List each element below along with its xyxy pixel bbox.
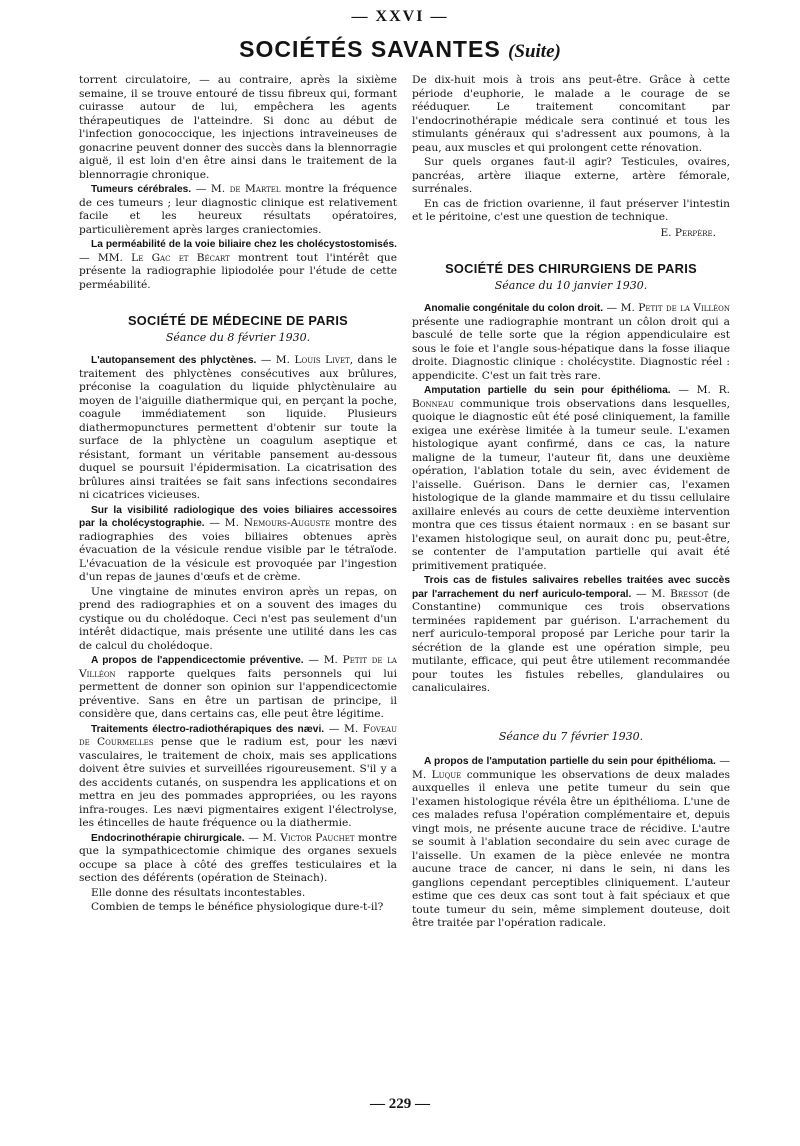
article-text: (de Constantine) communique ces trois observations terminées rapidement par guérison. L'arrachement du nerf auriculo-temporal proposé par Leriche pour tarir la sécrétion de la glande est une opération simple, peu mutilante, efficace, qui peut être utilement recommandée pour toutes les fistules rebelles, glandulaires ou canaliculaires. bbox=[412, 587, 731, 694]
page-number: — 229 — bbox=[370, 1096, 430, 1112]
article-author: MM. Le Gac et Bécart bbox=[97, 251, 230, 264]
session-date: Séance du 7 février 1930. bbox=[498, 729, 644, 743]
article-text: pense que le radium est, pour les nævi vasculaires, le traitement de choix, mais ses applications doivent être suivies et surveillées rigoureusement. S'il y a des accidents cutanés, on suspendra les applications et on mettra en jeu des pommades appropriées, ou les rayons infra-rouges. Les nævi pigmentaires exigent l'électrolyse, les étincelles de haute fréquence ou la diathermie. bbox=[79, 736, 397, 829]
article-title: Anomalie congénitale du colon droit. bbox=[424, 303, 604, 314]
article: Amputation partielle du sein pour épithélioma. — M. R. Bonneau communique trois observations dans lesquelles, quoique le diagnostic eût été posé cliniquement, la famille exigea une exérèse limitée à la tumeur seule. L'examen histologique ayant confirmé, dans ce cas, la nature maligne de la tumeur, l'auteur fit, dans une deuxième opération, l'ablation totale du sein, avec évidement de l'aisselle. Guérison. Dans le dernier cas, l'examen histologique de la glande mammaire et du tissu cellulaire axillaire enlevés au cours de cette deuxième intervention montra que ces tissus étaient normaux : en se basant sur l'examen histologique seul, on aurait donc pu, peut-être, se contenter de l'amputation partielle qui avait été primitivement pratiquée. bbox=[412, 384, 730, 572]
article-title: A propos de l'amputation partielle du sein pour épithélioma. bbox=[424, 756, 716, 767]
paragraph: De dix-huit mois à trois ans peut-être. Grâce à cette période d'euphorie, le malade a le courage de se rééduquer. Le traitement concomitant par l'endocrinothérapie médicale sera continué et tous les stimulants généraux qui s'adressent aux poumons, à la peau, aux muscles et qui prolongent cette rénovation. bbox=[412, 74, 730, 154]
article-author: M. Louis Livet, bbox=[275, 354, 354, 366]
article: Trois cas de fistules salivaires rebelles traitées avec succès par l'arrachement du nerf auriculo-temporal. — M. Bressot (de Constantine) communique ces trois observations terminées rapidement par guérison. L'arrachement du nerf auriculo-temporal proposé par Leriche pour tarir la sécrétion de la glande est une opération simple, peu mutilante, efficace, qui peut être utilement recommandée pour toutes les fistules rebelles, glandulaires ou canaliculaires. bbox=[412, 575, 731, 694]
paragraph: Sur quels organes faut-il agir? Testicules, ovaires, pancréas, artère iliaque externe, artère fémorale, surrénales. bbox=[412, 156, 730, 195]
article: Endocrinothérapie chirurgicale. — M. Victor Pauchet montre que la sympathicectomie chimique des organes sexuels occupe sa place à côté des greffes testiculaires et la section des déférents (opération de Steinach). bbox=[79, 831, 397, 884]
article-text: présente une radiographie montrant un côlon droit qui a basculé de telle sorte que la région appendiculaire est sous le foie et l'angle sous-hépatique dans la fosse iliaque droite. Diagnostic clinique : cholécystite. Diagnostic réel : appendicite. C'est un fait très rare. bbox=[412, 315, 730, 382]
section-heading: SOCIÉTÉ DES CHIRURGIENS DE PARIS bbox=[445, 261, 697, 276]
article: A propos de l'amputation partielle du sein pour épithélioma. — M. Luque communique les observations de deux malades auxquelles il enleva une petite tumeur du sein que l'examen histologique révéla être un épithélioma. L'une de ces malades refusa l'opération complémentaire et, depuis vingt mois, ne présente aucune trace de récidive. L'autre se soumit à l'ablation secondaire du sein avec curage de l'aisselle. Un examen de la pièce enlevée ne montra aucune trace de cancer, ni dans le sein, ni dans les ganglions cependant perceptibles cliniquement. L'auteur estime que ces deux cas sont tout à fait spéciaux et que toute tumeur du sein, même simplement douteuse, doit être traitée par l'opération radicale. bbox=[412, 755, 730, 929]
article-author: M. de Martel bbox=[210, 183, 281, 195]
article-title: Tumeurs cérébrales. bbox=[91, 184, 192, 195]
article-text: rapporte quelques faits personnels qui lui permettent de donner son opinion sur l'appendicectomie préventive. Sans en être un partisan de principe, il considère que, dans certains cas, elle peut être légitime. bbox=[79, 667, 397, 720]
section-heading: SOCIÉTÉ DE MÉDECINE DE PARIS bbox=[127, 313, 349, 328]
article-author: M. Foveau de Courmelles bbox=[79, 722, 397, 748]
article: Sur la visibilité radiologique des voies biliaires accessoires par la cholécystographie. — M. Nemours-Auguste montre des radiographies des voies biliaires obtenues après évacuation de la vésicule rendue visible par le tétraïode. L'évacuation de la vésicule est provoquée par l'ingestion d'un repas de jaunes d'œufs et de crème. bbox=[79, 504, 397, 583]
article: A propos de l'appendicectomie préventive. — M. Petit de la Villéon rapporte quelques faits personnels qui lui permettent de donner son opinion sur l'appendicectomie préventive. Sans en être un partisan de principe, il considère que, dans certains cas, elle peut être légitime. bbox=[79, 654, 397, 720]
article-title: Trois cas de fistules salivaires rebelles traitées avec succès par l'arrachement du nerf auriculo-temporal. bbox=[412, 575, 730, 600]
paragraph: torrent circulatoire, — au contraire, après la sixième semaine, il se trouve entouré de tissu fibreux qui, formant cuirasse autour de lui, empêchera les agents thérapeutiques de l'atteindre. Si donc au début de l'infection gonococcique, les injections intraveineuses de gonacrine peuvent donner des succès dans la blennorragie aiguë, il est loin d'en être ainsi dans le traitement de la blennorragie chronique. bbox=[79, 74, 397, 181]
article-text: montrent tout l'intérêt que présente la radiographie lipiodolée pour l'étude de cette perméabilité. bbox=[79, 251, 398, 291]
article-author: M. Bressot bbox=[651, 587, 709, 600]
page-title-suffix: (Suite) bbox=[508, 41, 561, 62]
page-title-text: SOCIÉTÉS SAVANTES bbox=[239, 36, 501, 62]
article: La perméabilité de la voie biliaire chez les cholécystostomisés. — MM. Le Gac et Bécart montrent tout l'intérêt que présente la radiographie lipiodolée pour l'étude de cette perméabilité. bbox=[79, 239, 398, 291]
article-author: M. Nemours-Auguste bbox=[224, 517, 331, 529]
article-author: M. R. Bonneau bbox=[412, 384, 730, 410]
article: L'autopansement des phlyctènes. — M. Louis Livet, dans le traitement des phlyctènes consécutives aux brûlures, préconise la coagulation du liquide phlyctènulaire au moyen de l'aiguille diathermique qui, en perçant la poche, coagule immédiatement son liquide. Plusieurs diathermopunctures permettent d'obtenir sur toute la surface de la phlyctène un coagulum aseptique et résistant, formant un véritable pansement au-dessous duquel se poursuit l'épidermisation. La cicatrisation des brûlures ainsi traitées se fait sans infections secondaires ni cicatrices vicieuses. bbox=[79, 354, 397, 501]
session-date: Séance du 8 février 1930. bbox=[165, 330, 311, 344]
article-title: Amputation partielle du sein pour épithélioma. bbox=[424, 385, 671, 396]
article-text: montre la fréquence de ces tumeurs ; leur diagnostic clinique est relativement facile et les heureux résultats opératoires, particulièrement après larges craniectomies. bbox=[79, 183, 397, 236]
article: Anomalie congénitale du colon droit. — M. Petit de la Villéon présente une radiographie montrant un côlon droit qui a basculé de telle sorte que la région appendiculaire est sous le foie et l'angle sous-hépatique dans la fosse iliaque droite. Diagnostic clinique : cholécystite. Diagnostic réel : appendicite. C'est un fait très rare. bbox=[412, 302, 730, 382]
running-head: — XXVI — bbox=[351, 8, 449, 25]
article-title: Endocrinothérapie chirurgicale. bbox=[91, 832, 245, 844]
article-author: M. Luque bbox=[412, 768, 462, 781]
article-title: Sur la visibilité radiologique des voies biliaires accessoires par la cholécystographie. bbox=[79, 504, 397, 529]
article-title: A propos de l'appendicectomie préventive. bbox=[91, 655, 304, 666]
article-text: montre que la sympathicectomie chimique des organes sexuels occupe sa place à côté des greffes testiculaires et la section des déférents (opération de Steinach). bbox=[79, 831, 397, 884]
article-author: M. Petit de la Villéon bbox=[620, 302, 730, 314]
article: Tumeurs cérébrales. — M. de Martel montre la fréquence de ces tumeurs ; leur diagnostic clinique est relativement facile et les heureux résultats opératoires, particulièrement après larges craniectomies. bbox=[79, 183, 397, 236]
author-signature: E. Perpère. bbox=[660, 226, 716, 239]
article-author: M. Petit de la Villéon bbox=[79, 654, 397, 680]
article-title: Traitements électro-radiothérapiques des nævi. bbox=[91, 723, 325, 735]
page-title bbox=[0, 36, 800, 63]
article-text: communique les observations de deux malades auxquelles il enleva une petite tumeur du sein que l'examen histologique révéla être un épithélioma. L'une de ces malades refusa l'opération complémentaire et, depuis vingt mois, ne présente aucune trace de récidive. L'autre se soumit à l'ablation secondaire du sein avec curage de l'aisselle. Un examen de la pièce enlevée ne montra aucune trace de cancer, ni dans le sein, ni dans les ganglions cependant perceptibles cliniquement. L'auteur estime que ces deux cas sont tout à fait spéciaux et que toute tumeur du sein, même simplement douteuse, doit être traitée par l'opération radicale. bbox=[412, 768, 730, 929]
paragraph: Combien de temps le bénéfice physiologique dure-t-il? bbox=[91, 901, 384, 913]
article-text: communique trois observations dans lesquelles, quoique le diagnostic eût été posé cliniquement, la famille exigea une exérèse limitée à la tumeur seule. L'examen histologique ayant confirmé, dans ce cas, la nature maligne de la tumeur, l'auteur fit, dans une deuxième opération, l'ablation totale du sein, avec évidement de l'aisselle. Guérison. Dans le dernier cas, l'examen histologique de la glande mammaire et du tissu cellulaire axillaire enlevés au cours de cette deuxième intervention montra que ces tissus étaient normaux : en se basant sur l'examen histologique seul, on aurait donc pu, peut-être, se contenter de l'amputation partielle qui avait été primitivement pratiquée. bbox=[412, 397, 730, 572]
left-column bbox=[79, 74, 397, 1092]
article-author: M. Victor Pauchet bbox=[262, 831, 355, 844]
article: Traitements électro-radiothérapiques des nævi. — M. Foveau de Courmelles pense que le radium est, pour les nævi vasculaires, le traitement de choix, mais ses applications doivent être suivies et surveillées rigoureusement. S'il y a des accidents cutanés, on suspendra les applications et on mettra en jeu des pommades appropriées, ou les rayons infra-rouges. Les nævi pigmentaires exigent l'électrolyse, les étincelles de haute fréquence ou la diathermie. bbox=[79, 722, 397, 829]
article-text: dans le traitement des phlyctènes consécutives aux brûlures, préconise la coagulation du liquide phlyctènulaire au moyen de l'aiguille diathermique qui, en perçant la poche, coagule immédiatement son liquide. Plusieurs diathermopunctures permettent d'obtenir sur toute la surface de la phlyctène un coagulum aseptique et résistant, formant un véritable pansement au-dessous duquel se poursuit l'épidermisation. La cicatrisation des brûlures ainsi traitées se fait sans infections secondaires ni cicatrices vicieuses. bbox=[79, 354, 397, 501]
session-date: Séance du 10 janvier 1930. bbox=[494, 278, 648, 292]
article-title: L'autopansement des phlyctènes. bbox=[91, 355, 257, 366]
paragraph: Une vingtaine de minutes environ après un repas, on prend des radiographies et on a souvent des images du cystique ou du cholédoque. Ceci n'est pas seulement d'un intérêt didactique, mais présente une utilité dans les cas de calcul du cholédoque. bbox=[79, 585, 397, 652]
paragraph: Elle donne des résultats incontestables. bbox=[91, 886, 306, 899]
article-text: montre des radiographies des voies biliaires obtenues après évacuation de la vésicule rendue visible par le tétraïode. L'évacuation de la vésicule est provoquée par l'ingestion d'un repas de jaunes d'œufs et de crème. bbox=[79, 517, 397, 583]
article-title: La perméabilité de la voie biliaire chez les cholécystostomisés. bbox=[91, 239, 397, 250]
right-column bbox=[412, 74, 730, 1092]
paragraph: En cas de friction ovarienne, il faut préserver l'intestin et le péritoine, c'est une question de technique. bbox=[412, 197, 730, 223]
